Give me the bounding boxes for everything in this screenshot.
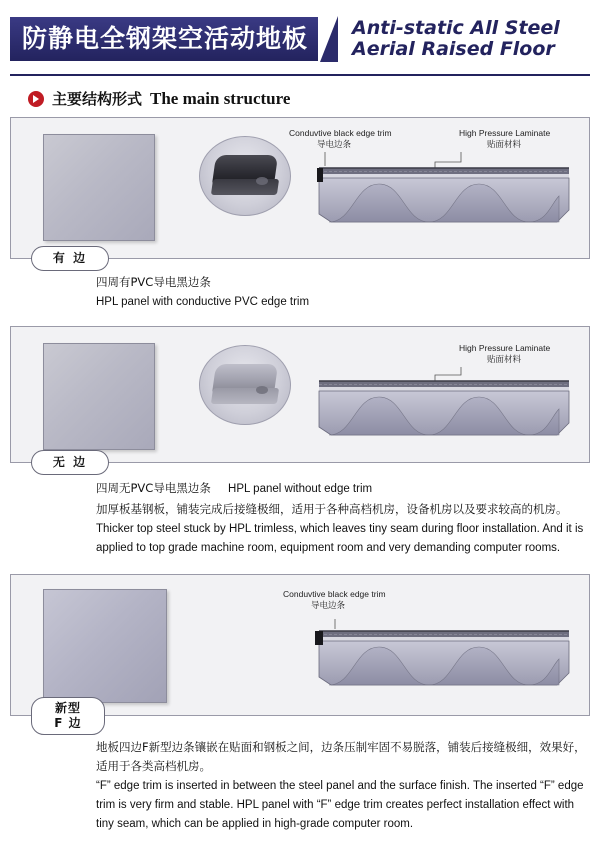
hpl-floor-tile-image [43, 343, 155, 450]
photo-highlight [256, 177, 268, 185]
caption-with-edge [96, 273, 590, 312]
header-slash-decoration [320, 16, 338, 62]
cross-section-diagram [311, 619, 573, 693]
callout-en: Conduvtive black edge trim [289, 128, 392, 138]
red-arrow-bullet-icon [28, 91, 44, 107]
cross-section-diagram [311, 367, 573, 441]
section-heading-en: The main structure [150, 88, 291, 108]
badge-line-2: F 边 [54, 715, 82, 730]
callout-cn: 贴面材料 [487, 354, 522, 365]
structure-panel-f-edge [10, 574, 590, 730]
panel-figure [11, 327, 589, 462]
caption-en: HPL panel with conductive PVC edge trim [96, 295, 310, 308]
corner-closeup-photo [199, 136, 291, 216]
caption-cn-detail: 加厚板基钢板，铺装完成后接缝极细，适用于各种高档机房，设备机房以及要求较高的机房。 [96, 501, 568, 516]
caption-without-edge [96, 479, 590, 558]
caption-row [96, 479, 590, 499]
photo-corner-base [211, 388, 279, 404]
badge-f-edge [31, 697, 105, 735]
caption-en-detail: Thicker top steel stuck by HPL trimless, which leaves tiny seam during floor installation. And it is applied to top grade machine room, equipment room and very demanding computer rooms. [96, 522, 584, 554]
callout-high-pressure-laminate [459, 128, 550, 151]
callout-en: Conduvtive black edge trim [283, 588, 386, 599]
panel-figure [11, 575, 589, 715]
photo-corner-base [211, 179, 279, 195]
caption-en: HPL panel without edge trim [228, 482, 373, 495]
callout-conductive-edge-trim [289, 128, 392, 151]
callout-cn: 导电边条 [311, 600, 346, 611]
caption-cn: 地板四边F新型边条镶嵌在贴面和钢板之间，边条压制牢固不易脱落，铺装后接缝极细，效果好，适用于各类高档机房。 [96, 739, 586, 773]
header-divider [10, 74, 590, 76]
structure-panel-with-edge [10, 117, 590, 265]
badge-line-1: 新型 [54, 700, 81, 715]
header-title-cn: 防静电全钢架空活动地板 [10, 17, 318, 61]
callout-en: High Pressure Laminate [459, 128, 551, 138]
header-title-en-line1: Anti-static All Steel [352, 17, 560, 40]
callout-cn: 贴面材料 [487, 139, 522, 150]
callout-conductive-edge-trim [283, 589, 386, 612]
callout-en: High Pressure Laminate [459, 342, 551, 353]
caption-cn: 四周有PVC导电黑边条 [96, 275, 211, 289]
header-title-en-line2: Aerial Raised Floor [352, 38, 555, 60]
cross-section-diagram [311, 152, 573, 226]
cross-section-svg [311, 619, 573, 701]
hpl-floor-tile-image [43, 589, 167, 703]
structure-panel-without-edge [10, 326, 590, 469]
page-header [10, 8, 590, 70]
cross-section-svg [311, 152, 573, 234]
header-title-en [352, 18, 560, 60]
panel-figure [11, 118, 589, 258]
callout-high-pressure-laminate [459, 343, 550, 366]
hpl-floor-tile-image [43, 134, 155, 241]
corner-closeup-photo [199, 345, 291, 425]
badge-without-edge: 无 边 [31, 450, 109, 475]
caption-en: “F” edge trim is inserted in between the steel panel and the surface finish. The inserted “F” edge trim is very firm and stable. HPL panel with “F” edge trim creates perfect installation effect with tiny seam, which can be applied in high-grade computer room. [96, 779, 584, 830]
callout-cn: 导电边条 [317, 139, 352, 150]
photo-highlight [256, 386, 268, 394]
badge-with-edge: 有 边 [31, 246, 109, 271]
cross-section-svg [311, 367, 573, 449]
section-heading [28, 88, 600, 109]
section-heading-cn: 主要结构形式 [52, 90, 143, 108]
caption-f-edge [96, 738, 590, 834]
caption-cn: 四周无PVC导电黑边条 [96, 480, 211, 495]
